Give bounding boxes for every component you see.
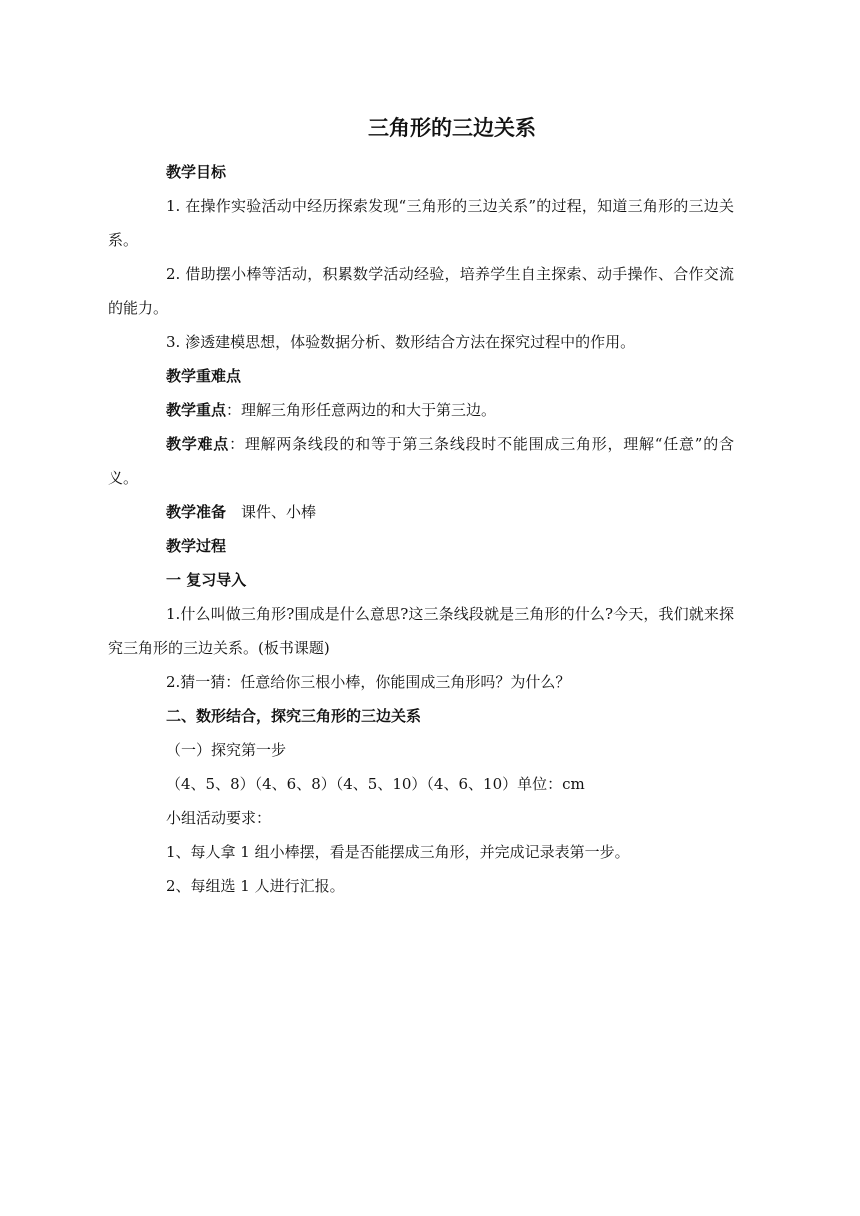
goal-item-1: 1. 在操作实验活动中经历探索发现“三角形的三边关系”的过程，知道三角形的三边关系。	[108, 197, 734, 249]
step1-heading: （一）探究第一步	[166, 741, 287, 759]
difficulty-label: 教学难点	[166, 435, 230, 453]
preparation-text: 课件、小棒	[226, 503, 317, 521]
activity-item-2: 2、每组选 1 人进行汇报。	[166, 877, 345, 895]
key-point-label: 教学重点	[166, 401, 227, 419]
preparation-paragraph	[166, 495, 734, 529]
activity-heading: 小组活动要求：	[166, 809, 272, 827]
goals-heading: 教学目标	[166, 163, 227, 181]
part1-item-2: 2.猜一猜：任意给你三根小棒，你能围成三角形吗？为什么？	[166, 673, 571, 691]
difficulty-paragraph	[108, 427, 734, 495]
stick-groups: （4、5、8）（4、6、8）（4、5、10）（4、6、10）单位：cm	[166, 775, 585, 793]
part1-heading: 一 复习导入	[166, 571, 247, 589]
document-body	[108, 155, 734, 903]
activity-item-1: 1、每人拿 1 组小棒摆，看是否能摆成三角形，并完成记录表第一步。	[166, 843, 630, 861]
key-difficulty-heading: 教学重难点	[166, 367, 242, 385]
goal-item-2: 2. 借助摆小棒等活动，积累数学活动经验，培养学生自主探索、动手操作、合作交流的能力。	[108, 265, 734, 317]
goal-item-3: 3. 渗透建模思想，体验数据分析、数形结合方法在探究过程中的作用。	[166, 333, 636, 351]
preparation-label: 教学准备	[166, 503, 227, 521]
difficulty-text: ：理解两条线段的和等于第三条线段时不能围成三角形，理解“任意”的含义。	[108, 435, 734, 487]
key-point-paragraph	[166, 393, 734, 427]
process-heading: 教学过程	[166, 537, 227, 555]
part2-heading: 二、数形结合，探究三角形的三边关系	[166, 707, 422, 725]
key-point-text: ：理解三角形任意两边的和大于第三边。	[226, 401, 497, 419]
document-title: 三角形的三边关系	[368, 115, 536, 140]
part1-item-1: 1.什么叫做三角形?围成是什么意思?这三条线段就是三角形的什么?今天，我们就来探究三角形的三边关系。(板书课题)	[108, 605, 734, 657]
